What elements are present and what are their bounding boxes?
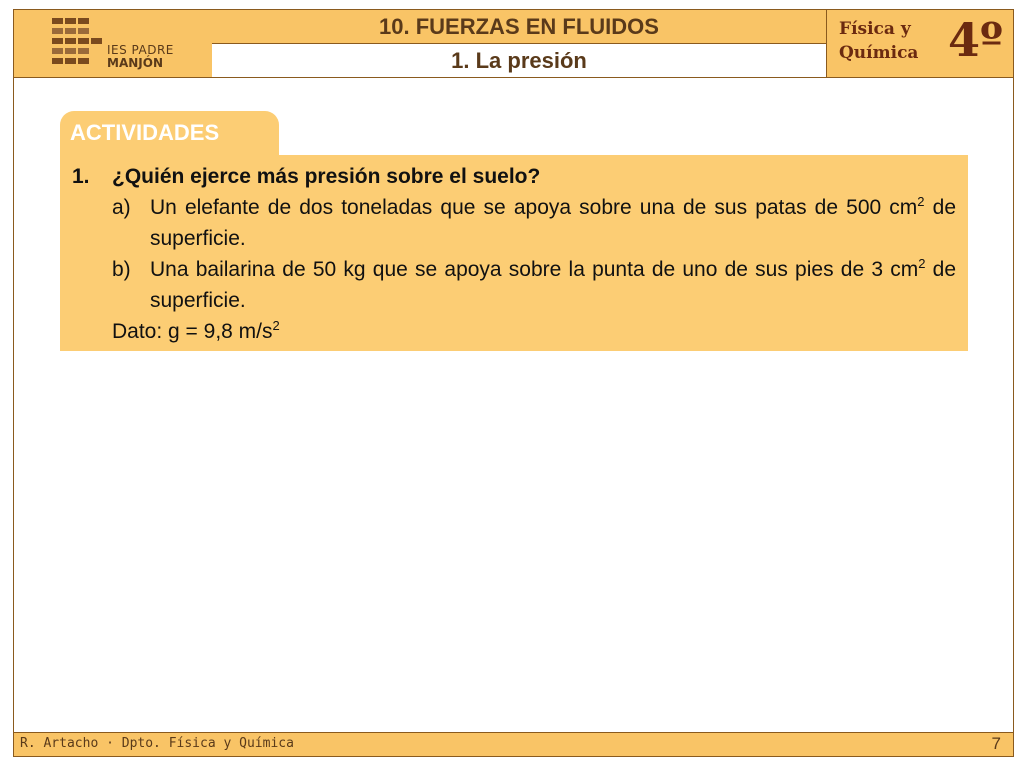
list-item-a [112,192,956,254]
page-number: 7 [991,734,1001,753]
subject-line2: Química [839,42,919,63]
question [72,161,956,192]
item-text [150,254,956,316]
logo-line2: MANJÓN [107,55,163,70]
header [14,10,1013,78]
unit-title: 10. FUERZAS EN FLUIDOS [212,10,826,44]
list-item-b [112,254,956,316]
question-number: 1. [72,165,90,188]
footer [14,732,1013,756]
given-data-superscript: 2 [272,318,280,333]
given-data-text: Dato: g = 9,8 m/s [112,320,273,343]
item-label: a) [112,196,131,219]
subject-line1: Física y [839,19,911,39]
item-text [150,192,956,254]
item-text-end: de superficie. [150,258,956,312]
logo-bricks-icon [52,16,104,68]
item-text-main: Una bailarina de 50 kg que se apoya sobre la punta de uno de sus pies de 3 cm [150,258,919,281]
item-text-main: Un elefante de dos toneladas que se apoya sobre una de sus patas de 500 cm [150,196,918,219]
school-logo [14,10,213,77]
footer-author: R. Artacho · Dpto. Física y Química [20,736,294,751]
title-box [212,10,826,77]
grade-label: 4º [948,13,1004,67]
logo-line1: IES PADRE [107,43,174,57]
item-text-end: de superficie. [150,196,956,250]
given-data [112,316,956,347]
activities-tab: ACTIVIDADES [60,111,279,155]
item-label: b) [112,258,131,281]
question-text: ¿Quién ejerce más presión sobre el suelo? [112,165,541,188]
item-superscript: 2 [918,256,926,271]
activities-panel [60,155,968,351]
subject-name [839,18,918,66]
subject-box [826,10,1013,77]
section-title: 1. La presión [212,44,826,77]
logo-text [107,44,174,69]
item-superscript: 2 [917,194,925,209]
